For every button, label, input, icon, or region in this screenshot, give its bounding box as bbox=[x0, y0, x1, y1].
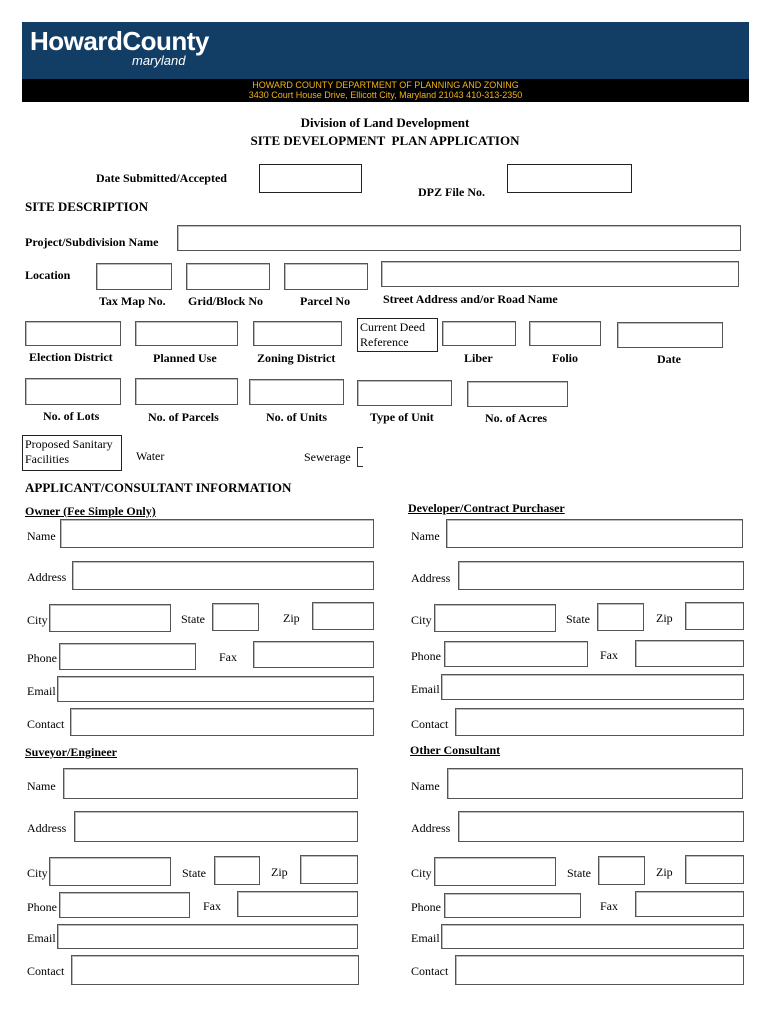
owner-fax-field[interactable] bbox=[253, 641, 374, 668]
other-email-label: Email bbox=[411, 931, 440, 945]
developer-zip-label: Zip bbox=[656, 611, 673, 625]
owner-contact-label: Contact bbox=[27, 717, 65, 731]
logo-sub: maryland bbox=[132, 53, 186, 68]
developer-name-label: Name bbox=[411, 529, 440, 543]
surveyor-email-field[interactable] bbox=[57, 924, 358, 949]
unit-type-field[interactable] bbox=[357, 380, 452, 406]
developer-phone-field[interactable] bbox=[444, 641, 588, 667]
other-phone-label: Phone bbox=[411, 900, 441, 914]
planned-use-field[interactable] bbox=[135, 321, 238, 346]
surveyor-zip-field[interactable] bbox=[300, 855, 358, 884]
parcel-field[interactable] bbox=[284, 263, 368, 290]
acres-label: No. of Acres bbox=[485, 411, 548, 425]
owner-name-field[interactable] bbox=[60, 519, 374, 548]
site-description-heading: SITE DESCRIPTION bbox=[25, 199, 149, 214]
tax-map-label: Tax Map No. bbox=[99, 294, 166, 308]
developer-city-field[interactable] bbox=[434, 604, 556, 632]
logo-name: HowardCounty bbox=[30, 26, 209, 56]
form-title: SITE DEVELOPMENT PLAN APPLICATION bbox=[250, 133, 520, 148]
other-address-label: Address bbox=[411, 821, 451, 835]
other-address-field[interactable] bbox=[458, 811, 744, 842]
owner-contact-field[interactable] bbox=[70, 708, 374, 736]
other-city-label: City bbox=[411, 866, 432, 880]
other-city-field[interactable] bbox=[434, 857, 556, 886]
other-state-label: State bbox=[567, 866, 591, 880]
parcels-label: No. of Parcels bbox=[148, 410, 219, 424]
project-name-label: Project/Subdivision Name bbox=[25, 235, 159, 249]
owner-state-label: State bbox=[181, 612, 205, 626]
other-name-label: Name bbox=[411, 779, 440, 793]
owner-zip-label: Zip bbox=[283, 611, 300, 625]
grid-block-field[interactable] bbox=[186, 263, 270, 290]
unit-type-label: Type of Unit bbox=[370, 410, 434, 424]
surveyor-contact-label: Contact bbox=[27, 964, 65, 978]
owner-address-field[interactable] bbox=[72, 561, 374, 590]
header-strip bbox=[22, 79, 749, 102]
other-fax-field[interactable] bbox=[635, 891, 744, 917]
owner-email-label: Email bbox=[27, 684, 56, 698]
date-submitted-field[interactable] bbox=[259, 164, 362, 193]
owner-city-field[interactable] bbox=[49, 604, 171, 632]
header-department: HOWARD COUNTY DEPARTMENT OF PLANNING AND ZONING bbox=[252, 80, 519, 90]
developer-address-field[interactable] bbox=[458, 561, 744, 590]
owner-phone-label: Phone bbox=[27, 651, 57, 665]
developer-zip-field[interactable] bbox=[685, 602, 744, 630]
surveyor-phone-field[interactable] bbox=[59, 892, 190, 918]
header-address: 3430 Court House Drive, Ellicott City, Maryland 21043 410-313-2350 bbox=[248, 90, 523, 100]
other-contact-label: Contact bbox=[411, 964, 449, 978]
surveyor-phone-label: Phone bbox=[27, 900, 57, 914]
owner-address-label: Address bbox=[27, 570, 67, 584]
developer-city-label: City bbox=[411, 613, 432, 627]
other-phone-field[interactable] bbox=[444, 893, 581, 918]
folio-field[interactable] bbox=[529, 321, 601, 346]
surveyor-name-label: Name bbox=[27, 779, 56, 793]
developer-fax-field[interactable] bbox=[635, 640, 744, 667]
other-fax-label: Fax bbox=[600, 899, 618, 913]
surveyor-heading: Suveyor/Engineer bbox=[25, 745, 117, 759]
developer-address-label: Address bbox=[411, 571, 451, 585]
deed-date-field[interactable] bbox=[617, 322, 723, 348]
developer-fax-label: Fax bbox=[600, 648, 618, 662]
date-submitted-label: Date Submitted/Accepted bbox=[96, 171, 227, 185]
developer-email-field[interactable] bbox=[441, 674, 744, 700]
surveyor-zip-label: Zip bbox=[271, 865, 288, 879]
folio-label: Folio bbox=[552, 351, 578, 365]
owner-phone-field[interactable] bbox=[59, 643, 196, 670]
liber-label: Liber bbox=[464, 351, 493, 365]
project-name-field[interactable] bbox=[177, 225, 741, 251]
grid-block-label: Grid/Block No bbox=[188, 294, 264, 308]
owner-name-label: Name bbox=[27, 529, 56, 543]
liber-field[interactable] bbox=[442, 321, 516, 346]
other-consultant-heading: Other Consultant bbox=[410, 743, 501, 757]
surveyor-city-field[interactable] bbox=[49, 857, 171, 886]
owner-state-field[interactable] bbox=[212, 603, 259, 631]
water-label: Water bbox=[136, 449, 165, 463]
surveyor-fax-field[interactable] bbox=[237, 891, 358, 917]
sewerage-field[interactable] bbox=[357, 447, 363, 467]
developer-state-label: State bbox=[566, 612, 590, 626]
other-name-field[interactable] bbox=[447, 768, 743, 799]
tax-map-field[interactable] bbox=[96, 263, 172, 290]
proposed-sanitary-label: Proposed Sanitary Facilities bbox=[25, 437, 113, 466]
surveyor-city-label: City bbox=[27, 866, 48, 880]
dpz-file-field[interactable] bbox=[507, 164, 632, 193]
other-email-field[interactable] bbox=[441, 924, 744, 949]
planned-use-label: Planned Use bbox=[153, 351, 217, 365]
owner-email-field[interactable] bbox=[57, 676, 374, 702]
developer-name-field[interactable] bbox=[446, 519, 743, 548]
acres-field[interactable] bbox=[467, 381, 568, 407]
lots-field[interactable] bbox=[25, 378, 121, 405]
street-address-label: Street Address and/or Road Name bbox=[383, 292, 558, 306]
current-deed-label: Current Deed Reference bbox=[360, 320, 425, 349]
other-zip-field[interactable] bbox=[685, 855, 744, 884]
parcel-label: Parcel No bbox=[300, 294, 351, 308]
developer-heading: Developer/Contract Purchaser bbox=[408, 501, 565, 515]
applicant-heading: APPLICANT/CONSULTANT INFORMATION bbox=[25, 480, 292, 495]
developer-email-label: Email bbox=[411, 682, 440, 696]
units-field[interactable] bbox=[249, 379, 344, 405]
street-address-field[interactable] bbox=[381, 261, 739, 287]
zoning-district-field[interactable] bbox=[253, 321, 342, 346]
other-zip-label: Zip bbox=[656, 865, 673, 879]
surveyor-fax-label: Fax bbox=[203, 899, 221, 913]
other-state-field[interactable] bbox=[598, 856, 645, 885]
division-title: Division of Land Development bbox=[300, 115, 470, 130]
owner-city-label: City bbox=[27, 613, 48, 627]
owner-fax-label: Fax bbox=[219, 650, 237, 664]
surveyor-address-field[interactable] bbox=[74, 811, 358, 842]
surveyor-state-field[interactable] bbox=[214, 856, 260, 885]
election-district-label: Election District bbox=[29, 350, 113, 364]
developer-state-field[interactable] bbox=[597, 603, 644, 631]
owner-heading: Owner (Fee Simple Only) bbox=[25, 504, 156, 518]
owner-zip-field[interactable] bbox=[312, 602, 374, 630]
parcels-field[interactable] bbox=[135, 378, 238, 405]
surveyor-address-label: Address bbox=[27, 821, 67, 835]
units-label: No. of Units bbox=[266, 410, 328, 424]
developer-contact-label: Contact bbox=[411, 717, 449, 731]
sewerage-label: Sewerage bbox=[304, 450, 351, 464]
surveyor-name-field[interactable] bbox=[63, 768, 358, 799]
date-label: Date bbox=[657, 352, 681, 366]
developer-contact-field[interactable] bbox=[455, 708, 744, 736]
other-contact-field[interactable] bbox=[455, 955, 744, 985]
dpz-file-label: DPZ File No. bbox=[418, 185, 485, 199]
surveyor-contact-field[interactable] bbox=[71, 955, 359, 985]
zoning-district-label: Zoning District bbox=[257, 351, 336, 365]
developer-phone-label: Phone bbox=[411, 649, 441, 663]
surveyor-email-label: Email bbox=[27, 931, 56, 945]
lots-label: No. of Lots bbox=[43, 409, 100, 423]
location-label: Location bbox=[25, 268, 71, 282]
election-district-field[interactable] bbox=[25, 321, 121, 346]
surveyor-state-label: State bbox=[182, 866, 206, 880]
